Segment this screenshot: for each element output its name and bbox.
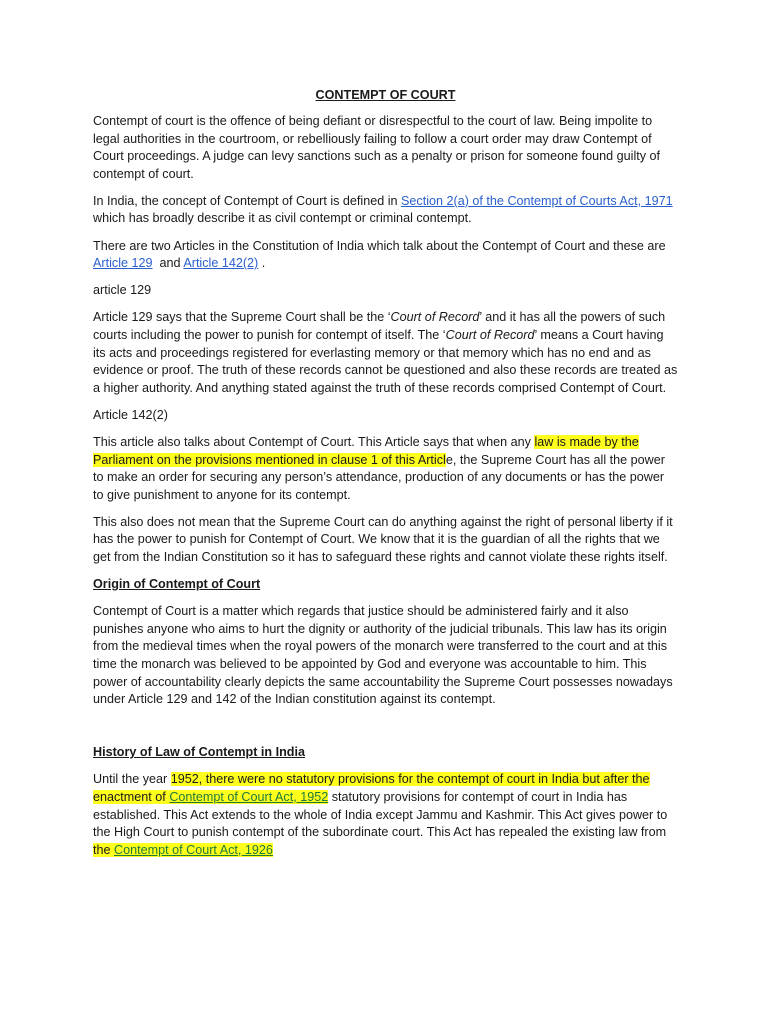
origin-paragraph: Contempt of Court is a matter which regards that justice should be administered fairly and it also punishes anyone who aims to hurt the dignity or authority of the judicial tribunals. This law has its origin from the medieval times when the royal powers of the monarch were transferred to the court and at this time the monarch was believed to be appointed by God and everyone was accountable to him. This power of accountability clearly depicts the same accountability the Supreme Court possesses nowadays under Article 129 and 142 of the Indian constitution against its contempt. — [93, 604, 673, 707]
articles-paragraph: There are two Articles in the Constitution of India which talk about the Contempt of Court and these are Article 129 and Article 142(2) . — [93, 238, 666, 271]
liberty-paragraph: This also does not mean that the Supreme Court can do anything against the right of personal liberty if it has the power to punish for Contempt of Court. We know that it is the guardian of all the rights that we get from the Indian Constitution so it has to safeguard these rights and cannot violate these rights itself. — [93, 514, 673, 564]
subheading-article-142: Article 142(2) — [93, 407, 168, 422]
history-heading: History of Law of Contempt in India — [93, 745, 305, 760]
section-2a-link[interactable]: Section 2(a) of the Contempt of Courts Act, 1971 — [401, 193, 673, 208]
article-129-paragraph: Article 129 says that the Supreme Court shall be the ‘Court of Record’ and it has all the powers of such courts including the power to punish for contempt of itself. The ‘Court of Record’ means a Court having its acts and proceedings registered for everlasting memory or that memory which has no end and as evidence or proof. The truth of these records cannot be questioned and also these records are treated as a higher authority. And anything stated against the truth of these records comprised Contempt of Court. — [93, 310, 678, 395]
subheading-article-129: article 129 — [93, 283, 152, 298]
article-129-link[interactable]: Article 129 — [93, 256, 153, 271]
contempt-act-1952-link[interactable]: Contempt of Court Act, 1952 — [169, 789, 329, 804]
history-paragraph: Until the year 1952, there were no statutory provisions for the contempt of court in India but after the enactment of Contempt of Court Act, 1952 statutory provisions for contempt of court in India has established. This Act extends to the whole of India except Jammu and Kashmir. This Act gives power to the High Court to punish contempt of the subordinate court. This Act has repealed the existing law from the Contempt of Court Act, 1926 — [93, 772, 668, 857]
article-142-link[interactable]: Article 142(2) — [183, 256, 259, 271]
document-title: CONTEMPT OF COURT — [315, 88, 456, 102]
intro-paragraph: Contempt of court is the offence of being defiant or disrespectful to the court of law. Being impolite to legal authorities in the courtroom, or rebelliously failing to follow a court order may draw Contempt of Court proceedings. A judge can levy sanctions such as a penalty or prison for someone found guilty of contempt of court. — [93, 114, 661, 181]
article-142-paragraph: This article also talks about Contempt of Court. This Article says that when any law is made by the Parliament on the provisions mentioned in clause 1 of this Article, the Supreme Court has all the power to make an order for securing any person’s attendance, production of any documents or has the power to give punishment to anyone for its contempt. — [93, 434, 665, 502]
highlighted-text: law is made by the Parliament on the provisions mentioned in clause 1 of this Articl — [93, 434, 639, 467]
origin-heading: Origin of Contempt of Court — [93, 577, 261, 592]
contempt-act-1926-link[interactable]: Contempt of Court Act, 1926 — [114, 842, 273, 857]
spacer — [93, 718, 678, 744]
highlighted-text: the Contempt of Court Act, 1926 — [93, 842, 273, 857]
definition-paragraph: In India, the concept of Contempt of Court is defined in Section 2(a) of the Contempt of Courts Act, 1971 which has broadly describe it as civil contempt or criminal contempt. — [93, 193, 673, 226]
highlighted-text: 1952, there were no statutory provisions for the contempt of court in India but after the enactment of Contempt of Court Act, 1952 — [93, 772, 650, 804]
